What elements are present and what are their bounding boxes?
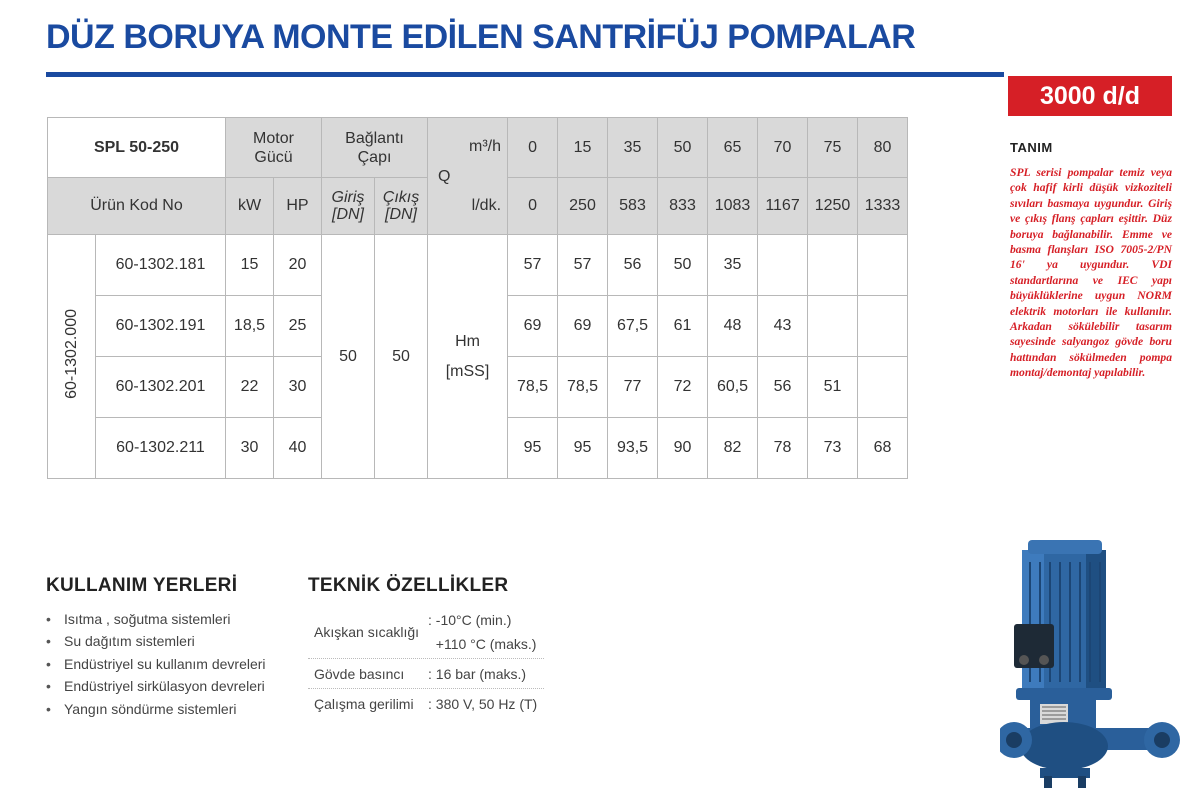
- hm-value: [808, 296, 858, 357]
- hm-value: [858, 357, 908, 418]
- tech-value: : -10°C (min.): [428, 611, 512, 628]
- flow-ldk-3: 833: [658, 178, 708, 235]
- hm-value: 48: [708, 296, 758, 357]
- hm-value: 73: [808, 418, 858, 479]
- kw-value: 15: [226, 235, 274, 296]
- hm-value: [808, 235, 858, 296]
- hp-value: 30: [274, 357, 322, 418]
- m3h-label: m³/h: [469, 138, 502, 155]
- tech-value: : 16 bar (maks.): [428, 665, 527, 682]
- dn-inlet-value: 50: [322, 235, 375, 479]
- flow-ldk-5: 1167: [758, 178, 808, 235]
- hm-value: 61: [658, 296, 708, 357]
- speed-badge: 3000 d/d: [1008, 76, 1172, 116]
- flow-m3h-5: 70: [758, 118, 808, 178]
- list-item: • Isıtma , soğutma sistemleri: [46, 608, 266, 630]
- hm-value: 95: [508, 418, 558, 479]
- list-item: • Endüstriyel su kullanım devreleri: [46, 653, 266, 675]
- hm-value: 50: [658, 235, 708, 296]
- page-title: DÜZ BORUYA MONTE EDİLEN SANTRİFÜJ POMPALAR: [46, 18, 916, 56]
- motor-power-header: Motor Gücü: [226, 118, 322, 178]
- hm-value: [858, 296, 908, 357]
- hm-value: [858, 235, 908, 296]
- group-code: 60-1302.000: [62, 309, 80, 399]
- product-code-header: Ürün Kod No: [48, 178, 226, 235]
- kw-header: kW: [226, 178, 274, 235]
- usage-list: [46, 608, 266, 720]
- dn-outlet-value: 50: [375, 235, 428, 479]
- hm-unit: [mSS]: [445, 362, 490, 380]
- ldk-label: l/dk.: [471, 197, 502, 214]
- flow-ldk-6: 1250: [808, 178, 858, 235]
- usage-title: KULLANIM YERLERİ: [46, 575, 238, 596]
- flow-m3h-3: 50: [658, 118, 708, 178]
- group-code-cell: [48, 235, 96, 479]
- hm-value: 43: [758, 296, 808, 357]
- flow-m3h-7: 80: [858, 118, 908, 178]
- connection-header: Bağlantı Çapı: [322, 118, 428, 178]
- tech-value: +110 °C (maks.): [428, 635, 537, 652]
- kw-value: 30: [226, 418, 274, 479]
- tech-specs: [308, 605, 544, 719]
- product-code: 60-1302.211: [96, 418, 226, 479]
- description-title: TANIM: [1010, 140, 1053, 155]
- q-header-cell: [428, 118, 508, 235]
- flow-ldk-1: 250: [558, 178, 608, 235]
- hm-value: 51: [808, 357, 858, 418]
- hm-label: Hm: [455, 332, 480, 350]
- hm-value: 78: [758, 418, 808, 479]
- hm-value: 90: [658, 418, 708, 479]
- hm-value: 93,5: [608, 418, 658, 479]
- hp-value: 20: [274, 235, 322, 296]
- tech-row: [308, 689, 544, 719]
- hm-value: 69: [508, 296, 558, 357]
- list-item: • Yangın söndürme sistemleri: [46, 698, 266, 720]
- hm-value: 69: [558, 296, 608, 357]
- hp-value: 40: [274, 418, 322, 479]
- hm-value: 57: [558, 235, 608, 296]
- hm-value: 78,5: [558, 357, 608, 418]
- hm-value: 60,5: [708, 357, 758, 418]
- title-rule: [46, 72, 1004, 77]
- tech-row: [308, 659, 544, 689]
- description-text: SPL serisi pompalar temiz veya çok hafif kirli düşük vizkoziteli sıvıları basmaya uygundur. Giriş ve çıkış flanş çapları eşittir. Düz boruya bağlanabilir. Emme ve basma flanşları ISO 7005-2/PN 16' ya uygundur. VDI standartlarına ve IEC yapı büyüklüklerine uygun NORM elektrik motorları ile kullanılır. Arkadan sökülebilir tasarım sayesinde salyangoz gövde boru hattından sökülmeden pompa montaj/demontaj yapılabilir.: [1010, 166, 1172, 380]
- flow-ldk-7: 1333: [858, 178, 908, 235]
- tech-label: Gövde basıncı: [314, 665, 405, 682]
- pump-image: [1000, 532, 1180, 790]
- model-name: SPL 50-250: [48, 118, 226, 178]
- q-label: Q: [438, 168, 451, 185]
- flow-m3h-2: 35: [608, 118, 658, 178]
- hm-value: 95: [558, 418, 608, 479]
- flow-m3h-0: 0: [508, 118, 558, 178]
- flow-ldk-4: 1083: [708, 178, 758, 235]
- kw-value: 18,5: [226, 296, 274, 357]
- flow-ldk-0: 0: [508, 178, 558, 235]
- hm-value: 77: [608, 357, 658, 418]
- list-item: • Su dağıtım sistemleri: [46, 630, 266, 652]
- hp-value: 25: [274, 296, 322, 357]
- outlet-header: Çıkış [DN]: [375, 178, 428, 235]
- tech-row: [308, 605, 544, 659]
- hm-cell: [428, 235, 508, 479]
- performance-table: [47, 117, 908, 479]
- list-item: • Endüstriyel sirkülasyon devreleri: [46, 675, 266, 697]
- hm-value: 56: [758, 357, 808, 418]
- hm-value: 82: [708, 418, 758, 479]
- hp-header: HP: [274, 178, 322, 235]
- product-code: 60-1302.201: [96, 357, 226, 418]
- product-code: 60-1302.181: [96, 235, 226, 296]
- hm-value: 78,5: [508, 357, 558, 418]
- hm-value: [758, 235, 808, 296]
- inlet-header: Giriş [DN]: [322, 178, 375, 235]
- flow-m3h-1: 15: [558, 118, 608, 178]
- tech-title: TEKNİK ÖZELLİKLER: [308, 575, 509, 596]
- hm-value: 72: [658, 357, 708, 418]
- flow-m3h-4: 65: [708, 118, 758, 178]
- hm-value: 56: [608, 235, 658, 296]
- hm-value: 68: [858, 418, 908, 479]
- hm-value: 67,5: [608, 296, 658, 357]
- product-code: 60-1302.191: [96, 296, 226, 357]
- flow-m3h-6: 75: [808, 118, 858, 178]
- tech-label: Akışkan sıcaklığı: [314, 623, 420, 640]
- tech-value: : 380 V, 50 Hz (T): [428, 696, 538, 712]
- hm-value: 57: [508, 235, 558, 296]
- flow-ldk-2: 583: [608, 178, 658, 235]
- hm-value: 35: [708, 235, 758, 296]
- kw-value: 22: [226, 357, 274, 418]
- tech-label: Çalışma gerilimi: [314, 696, 414, 712]
